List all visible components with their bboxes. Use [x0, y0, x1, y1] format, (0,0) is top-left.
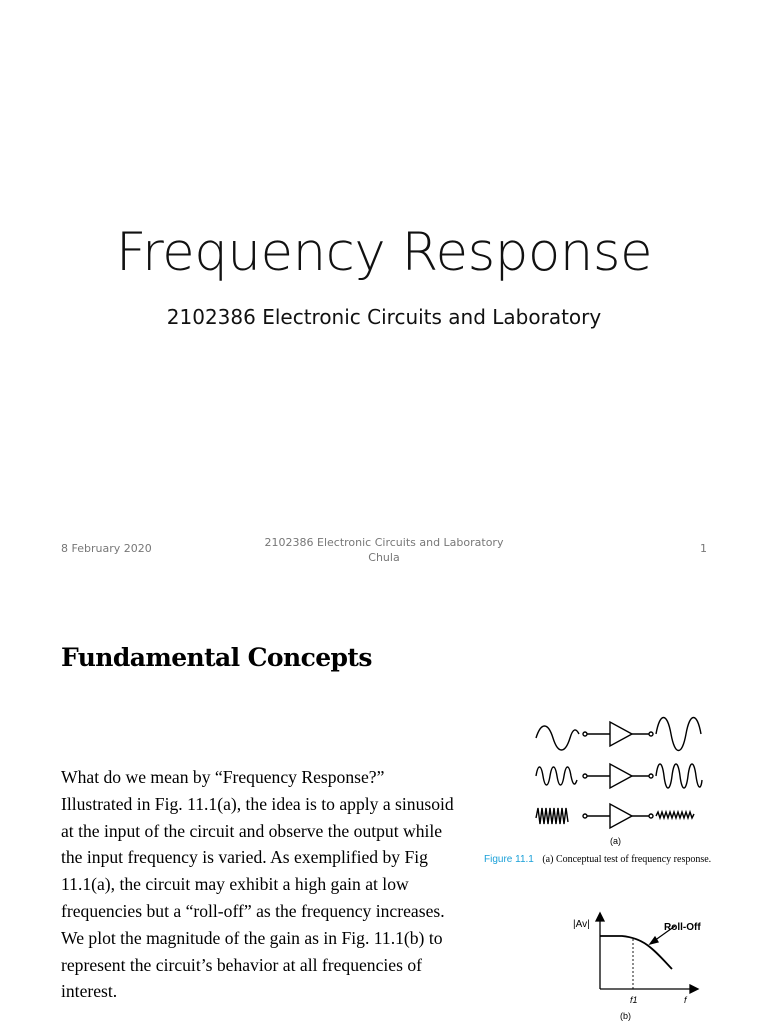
- tick-label-f1: f1: [630, 995, 638, 1005]
- footer-institution: Chula: [368, 551, 400, 564]
- body-text: [61, 764, 456, 1005]
- input-wave-low: [536, 726, 579, 750]
- figure-a-label: (a): [610, 836, 621, 846]
- input-wave-high: [536, 808, 568, 824]
- rolloff-label: Roll-Off: [664, 922, 701, 933]
- input-wave-mid: [536, 767, 577, 785]
- content-slide: [0, 576, 768, 1024]
- figure-11-1a: [526, 714, 716, 848]
- footer-date: 8 February 2020: [61, 542, 152, 555]
- output-wave-high: [656, 812, 694, 818]
- amplifier-icon: [610, 722, 632, 746]
- footer-center: [234, 535, 534, 565]
- figure-b-label: (b): [620, 1011, 631, 1021]
- figure-caption: [484, 854, 711, 865]
- y-axis-label: |Av|: [573, 919, 590, 930]
- slide-title: Frequency Response: [115, 222, 653, 283]
- output-wave-low: [656, 718, 701, 751]
- footer-course: 2102386 Electronic Circuits and Laboratory: [264, 536, 504, 549]
- x-axis-label: f: [684, 995, 687, 1005]
- slide-subtitle: 2102386 Electronic Circuits and Laboratory: [166, 305, 602, 329]
- amplifier-icon: [610, 804, 632, 828]
- body-paragraph: What do we mean by “Frequency Response?” Illustrated in Fig. 11.1(a), the idea is to apply a sinusoid at the input of the circuit and observe the output while the input frequency is varied. As exemplified by Fig 11.1(a), the circuit may exhibit a high gain at low frequencies but a “roll-off” as the frequency increases. We plot the magnitude of the gain as in Fig. 11.1(b) to represent the circuit’s behavior at all frequencies of interest.: [61, 767, 454, 1002]
- caption-text: (a) Conceptual test of frequency response.: [542, 854, 712, 865]
- figure-11-1b: [560, 911, 710, 1021]
- amplifier-icon: [610, 764, 632, 788]
- output-wave-mid: [656, 764, 702, 788]
- footer-page-number: 1: [700, 542, 707, 555]
- gain-curve: [600, 936, 672, 969]
- section-heading: Fundamental Concepts: [61, 643, 372, 672]
- caption-number: Figure 11.1: [484, 854, 534, 865]
